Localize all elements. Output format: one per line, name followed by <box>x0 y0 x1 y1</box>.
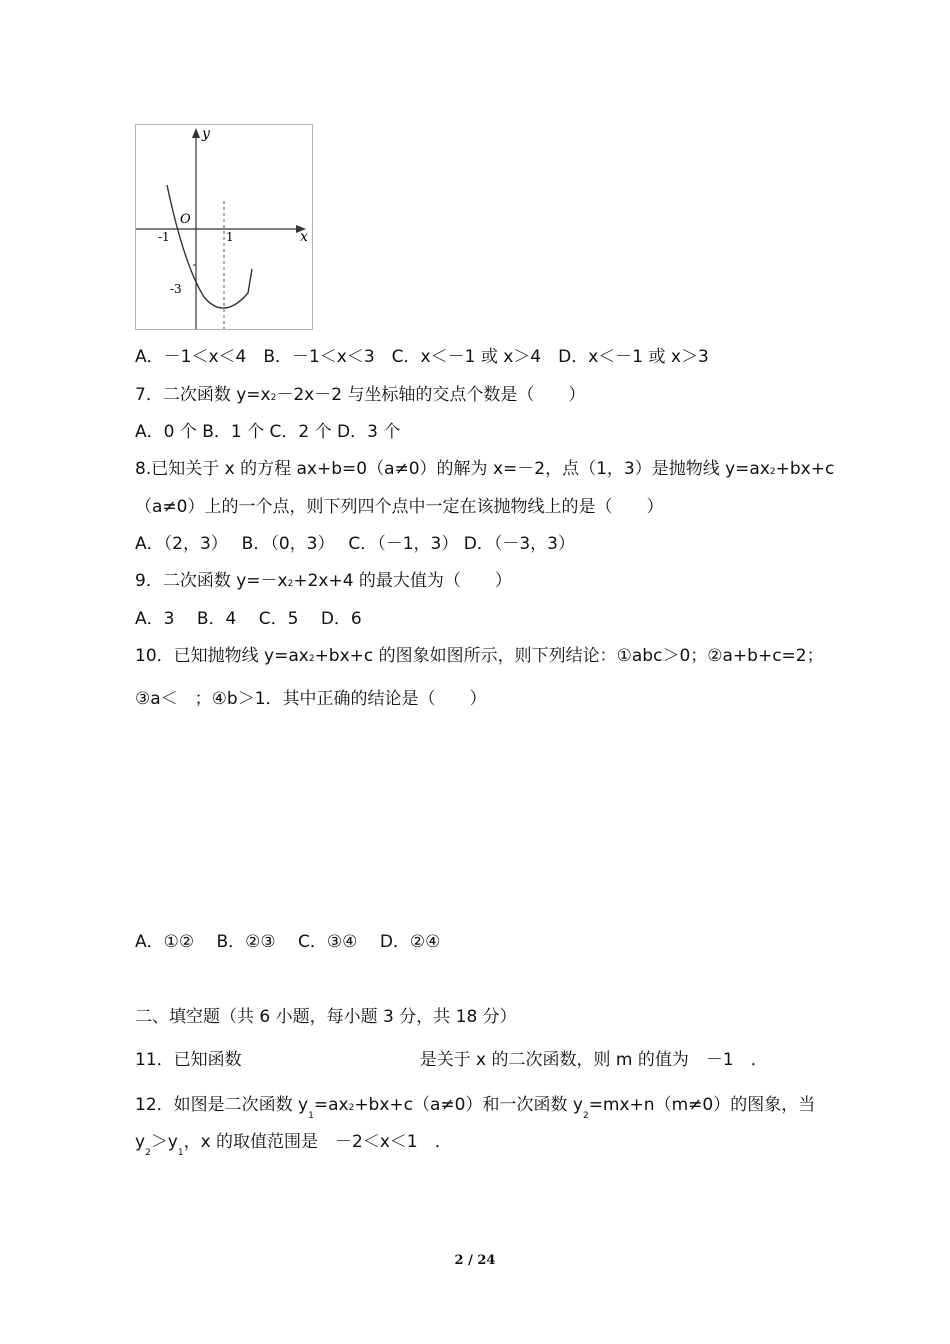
q12-subscript-2: 2 <box>582 1111 589 1121</box>
q12-text-3: +bx+c（a≠0）和一次函数 y <box>354 1095 583 1115</box>
parabola-graph <box>136 125 312 329</box>
q8-question-line1 <box>135 458 834 483</box>
y-axis-arrow <box>192 128 200 138</box>
q9-exponent: 2 <box>287 579 294 589</box>
section2-title: 二、填空题（共 6 小题，每小题 3 分，共 18 分） <box>135 1007 517 1027</box>
q10-text-post: +bx+c 的图象如图所示，则下列结论：①abc＞0；②a+b+c=2； <box>314 646 824 666</box>
q7-text-pre: 7．二次函数 y=x <box>135 385 271 405</box>
q6-options: A．－1＜x＜4 B．－1＜x＜3 C．x＜－1 或 x＞4 D．x＜－1 或 x＞3 <box>135 347 709 367</box>
q8-exponent: 2 <box>769 467 776 477</box>
q9-text-post: +2x+4 的最大值为（ ） <box>293 571 512 591</box>
q12-text-4: =mx+n（m≠0）的图象，当 <box>588 1095 816 1115</box>
q10-question-line1 <box>135 645 824 670</box>
q8-question-line2: （a≠0）上的一个点，则下列四个点中一定在该抛物线上的是（ ） <box>135 497 664 517</box>
q10-text-pre: 10．已知抛物线 y=ax <box>135 646 309 666</box>
q7-exponent: 2 <box>270 393 277 403</box>
tick-label-one: 1 <box>226 230 234 244</box>
q12-question-line2 <box>135 1131 452 1156</box>
q8-text-pre: 8.已知关于 x 的方程 ax+b=0（a≠0）的解为 x=－2，点（1，3）是抛物线 y=ax <box>135 459 770 479</box>
q12-subscript-1: 1 <box>308 1111 314 1121</box>
q11-text-post: 是关于 x 的二次函数，则 m 的值为 －1 ． <box>419 1050 768 1070</box>
tick-label-neg-three: -3 <box>170 282 182 296</box>
q12-question-line1 <box>135 1094 815 1119</box>
parabola-figure <box>135 124 313 330</box>
q7-options: A．0 个 B．1 个 C．2 个 D．3 个 <box>135 422 401 442</box>
page-number: 2 / 24 <box>454 1253 496 1268</box>
q10-exponent: 2 <box>308 654 315 664</box>
q7-text-post: －2x－2 与坐标轴的交点个数是（ ） <box>276 385 586 405</box>
q12-line2-subscript-1: 2 <box>145 1148 151 1158</box>
q11-text-pre: 11．已知函数 <box>135 1050 242 1070</box>
q12-line2-compare: ＞y <box>150 1132 178 1152</box>
q12-line2-subscript-2: 1 <box>177 1148 184 1158</box>
q12-line2-y: y <box>135 1132 146 1152</box>
q11-question <box>135 1049 768 1071</box>
y-axis-label: y <box>202 126 210 142</box>
q12-text-2: =ax <box>313 1095 349 1115</box>
q10-question-line2: ③a＜ ；④b＞1．其中正确的结论是（ ） <box>135 689 487 709</box>
q9-text-pre: 9．二次函数 y=－x <box>135 571 288 591</box>
q12-line2-text: ，x 的取值范围是 －2＜x＜1 ． <box>183 1132 452 1152</box>
q10-options: A．①② B．②③ C．③④ D．②④ <box>135 932 441 952</box>
q12-text-1: 12．如图是二次函数 y <box>135 1095 309 1115</box>
q9-question <box>135 570 512 595</box>
x-axis-label: x <box>300 229 308 245</box>
origin-label: O <box>180 212 191 227</box>
q8-options: A．（2，3） B．（0，3） C．（－1，3） D．（－3，3） <box>135 534 575 554</box>
q8-text-post: +bx+c <box>775 459 835 479</box>
tick-label-neg-one: -1 <box>158 230 170 244</box>
q7-question <box>135 384 585 409</box>
q12-exponent: 2 <box>348 1103 355 1113</box>
q9-options: A．3 B．4 C．5 D．6 <box>135 609 362 629</box>
